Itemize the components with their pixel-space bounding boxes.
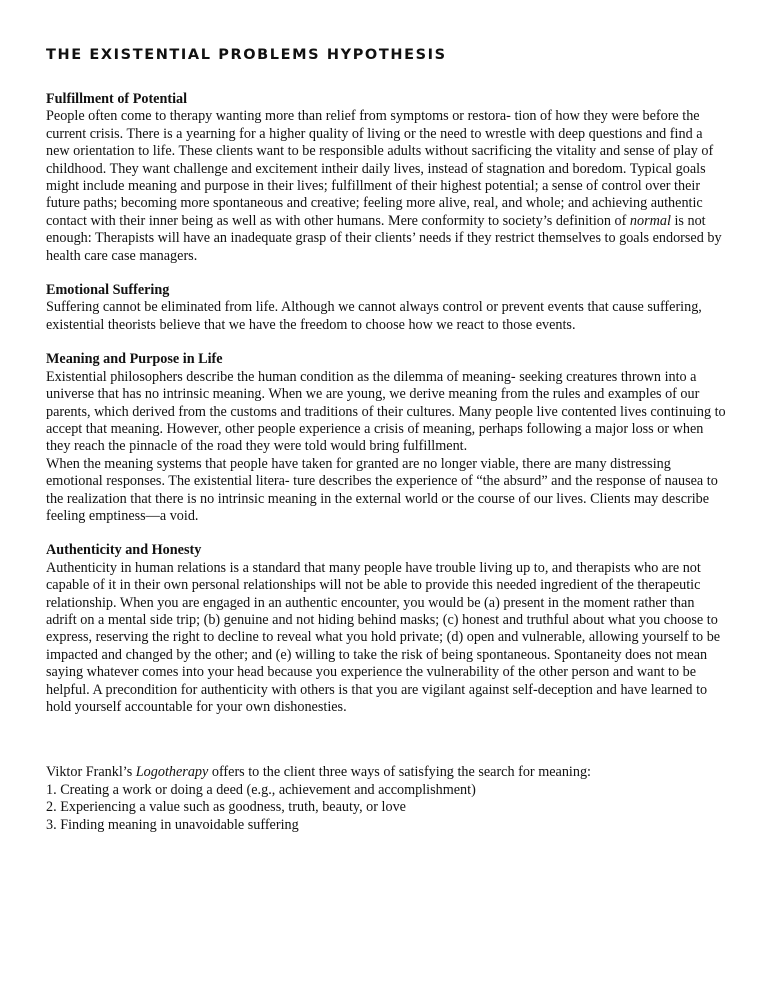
- list-item: 3. Finding meaning in unavoidable suffering: [46, 816, 299, 833]
- paragraph-text: Authenticity in human relations is a standard that many people have trouble living up to, and therapists who are not capable of it in their own personal relationships will not be able to provide this needed ingredient of the therapeutic relationship. When you are engaged in an authentic encounter, you would be (a) present in the moment rather than adrift on a mental side trip; (b) genuine and not hiding behind masks; (c) honest and truthful about what you choose to express, reserving the right to decline to reveal what you hold private; (d) open and vulnerable, allowing yourself to be impacted and changed by the other; and (e) willing to take the risk of being spontaneous. Spontaneity does not mean saying whatever comes into your head because you experience the vulnerability of the other person and want to be helpful. A precondition for authenticity with others is that you are vigilant against self-deception and have learned to hold yourself accountable for your own dishonesties.: [46, 559, 721, 715]
- paragraph-text: Suffering cannot be eliminated from life. Although we cannot always control or prevent events that cause suffering, existential theorists believe that we have the freedom to choose how we react to those events.: [46, 299, 702, 333]
- emphasized-term: normal: [629, 212, 671, 229]
- document-page: [46, 45, 728, 834]
- logotherapy-intro-text: offers to the client three ways of satisfying the search for meaning:: [208, 764, 591, 781]
- section-heading: Fulfillment of Potential: [46, 91, 188, 107]
- logotherapy-intro-text: Viktor Frankl’s: [46, 764, 136, 781]
- section-paragraph: [46, 299, 728, 334]
- list-item: 1. Creating a work or doing a deed (e.g., achievement and accomplishment): [46, 781, 476, 798]
- section-paragraph: [46, 560, 728, 717]
- section: [46, 282, 728, 334]
- section-paragraph: [46, 456, 728, 526]
- sections-container: [46, 91, 728, 716]
- section-heading: Emotional Suffering: [46, 282, 170, 299]
- logotherapy-intro: [46, 764, 728, 781]
- logotherapy-list: [46, 782, 728, 834]
- paragraph-text: When the meaning systems that people have taken for granted are no longer viable, there are many distressing emotional responses. The existential litera- ture describes the experience of “the absurd” and the response of nausea to the realization that there is no intrinsic meaning in the external world or the course of our lives. Clients may describe feeling emptiness—a void.: [46, 455, 718, 524]
- paragraph-text: is not enough: Therapists will have an inadequate grasp of their clients’ needs if they restrict themselves to goals endorsed by health care case managers.: [46, 212, 722, 264]
- section: [46, 351, 728, 525]
- section-heading: Authenticity and Honesty: [46, 542, 202, 559]
- paragraph-text: People often come to therapy wanting more than relief from symptoms or restora- tion of how they were before the current crisis. There is a yearning for a higher quality of living or the need to wrestle with deep questions and find a new orientation to life. These clients want to be responsible adults without sacrificing the vitality and sense of play of childhood. They want challenge and excitement intheir daily lives, instead of stagnation and boredom. Typical goals might include meaning and purpose in their lives; fulfillment of their highest potential; a sense of control over their future paths; becoming more spontaneous and creative; feeling more alive, real, and whole; and achieving authentic contact with their inner being as well as with other humans. Mere conformity to society’s definition of: [46, 108, 714, 229]
- list-item: 2. Experiencing a value such as goodness, truth, beauty, or love: [46, 799, 406, 816]
- section: [46, 91, 728, 265]
- section-paragraph: [46, 369, 728, 456]
- section-paragraph: [46, 108, 728, 265]
- spacer: [46, 733, 728, 764]
- document-title: THE EXISTENTIAL PROBLEMS HYPOTHESIS: [46, 47, 447, 63]
- section-heading: Meaning and Purpose in Life: [46, 351, 223, 368]
- logotherapy-term: Logotherapy: [135, 764, 209, 781]
- paragraph-text: Existential philosophers describe the human condition as the dilemma of meaning- seeking creatures thrown into a universe that has no intrinsic meaning. When we are young, we derive meaning from the rules and examples of our parents, which derived from the customs and traditions of their cultures. Many people live contented lives continuing to accept that meaning. However, other people experience a crisis of meaning, perhaps following a major loss or when they reach the pinnacle of the road they were told would bring fulfillment.: [46, 368, 726, 455]
- section: [46, 542, 728, 716]
